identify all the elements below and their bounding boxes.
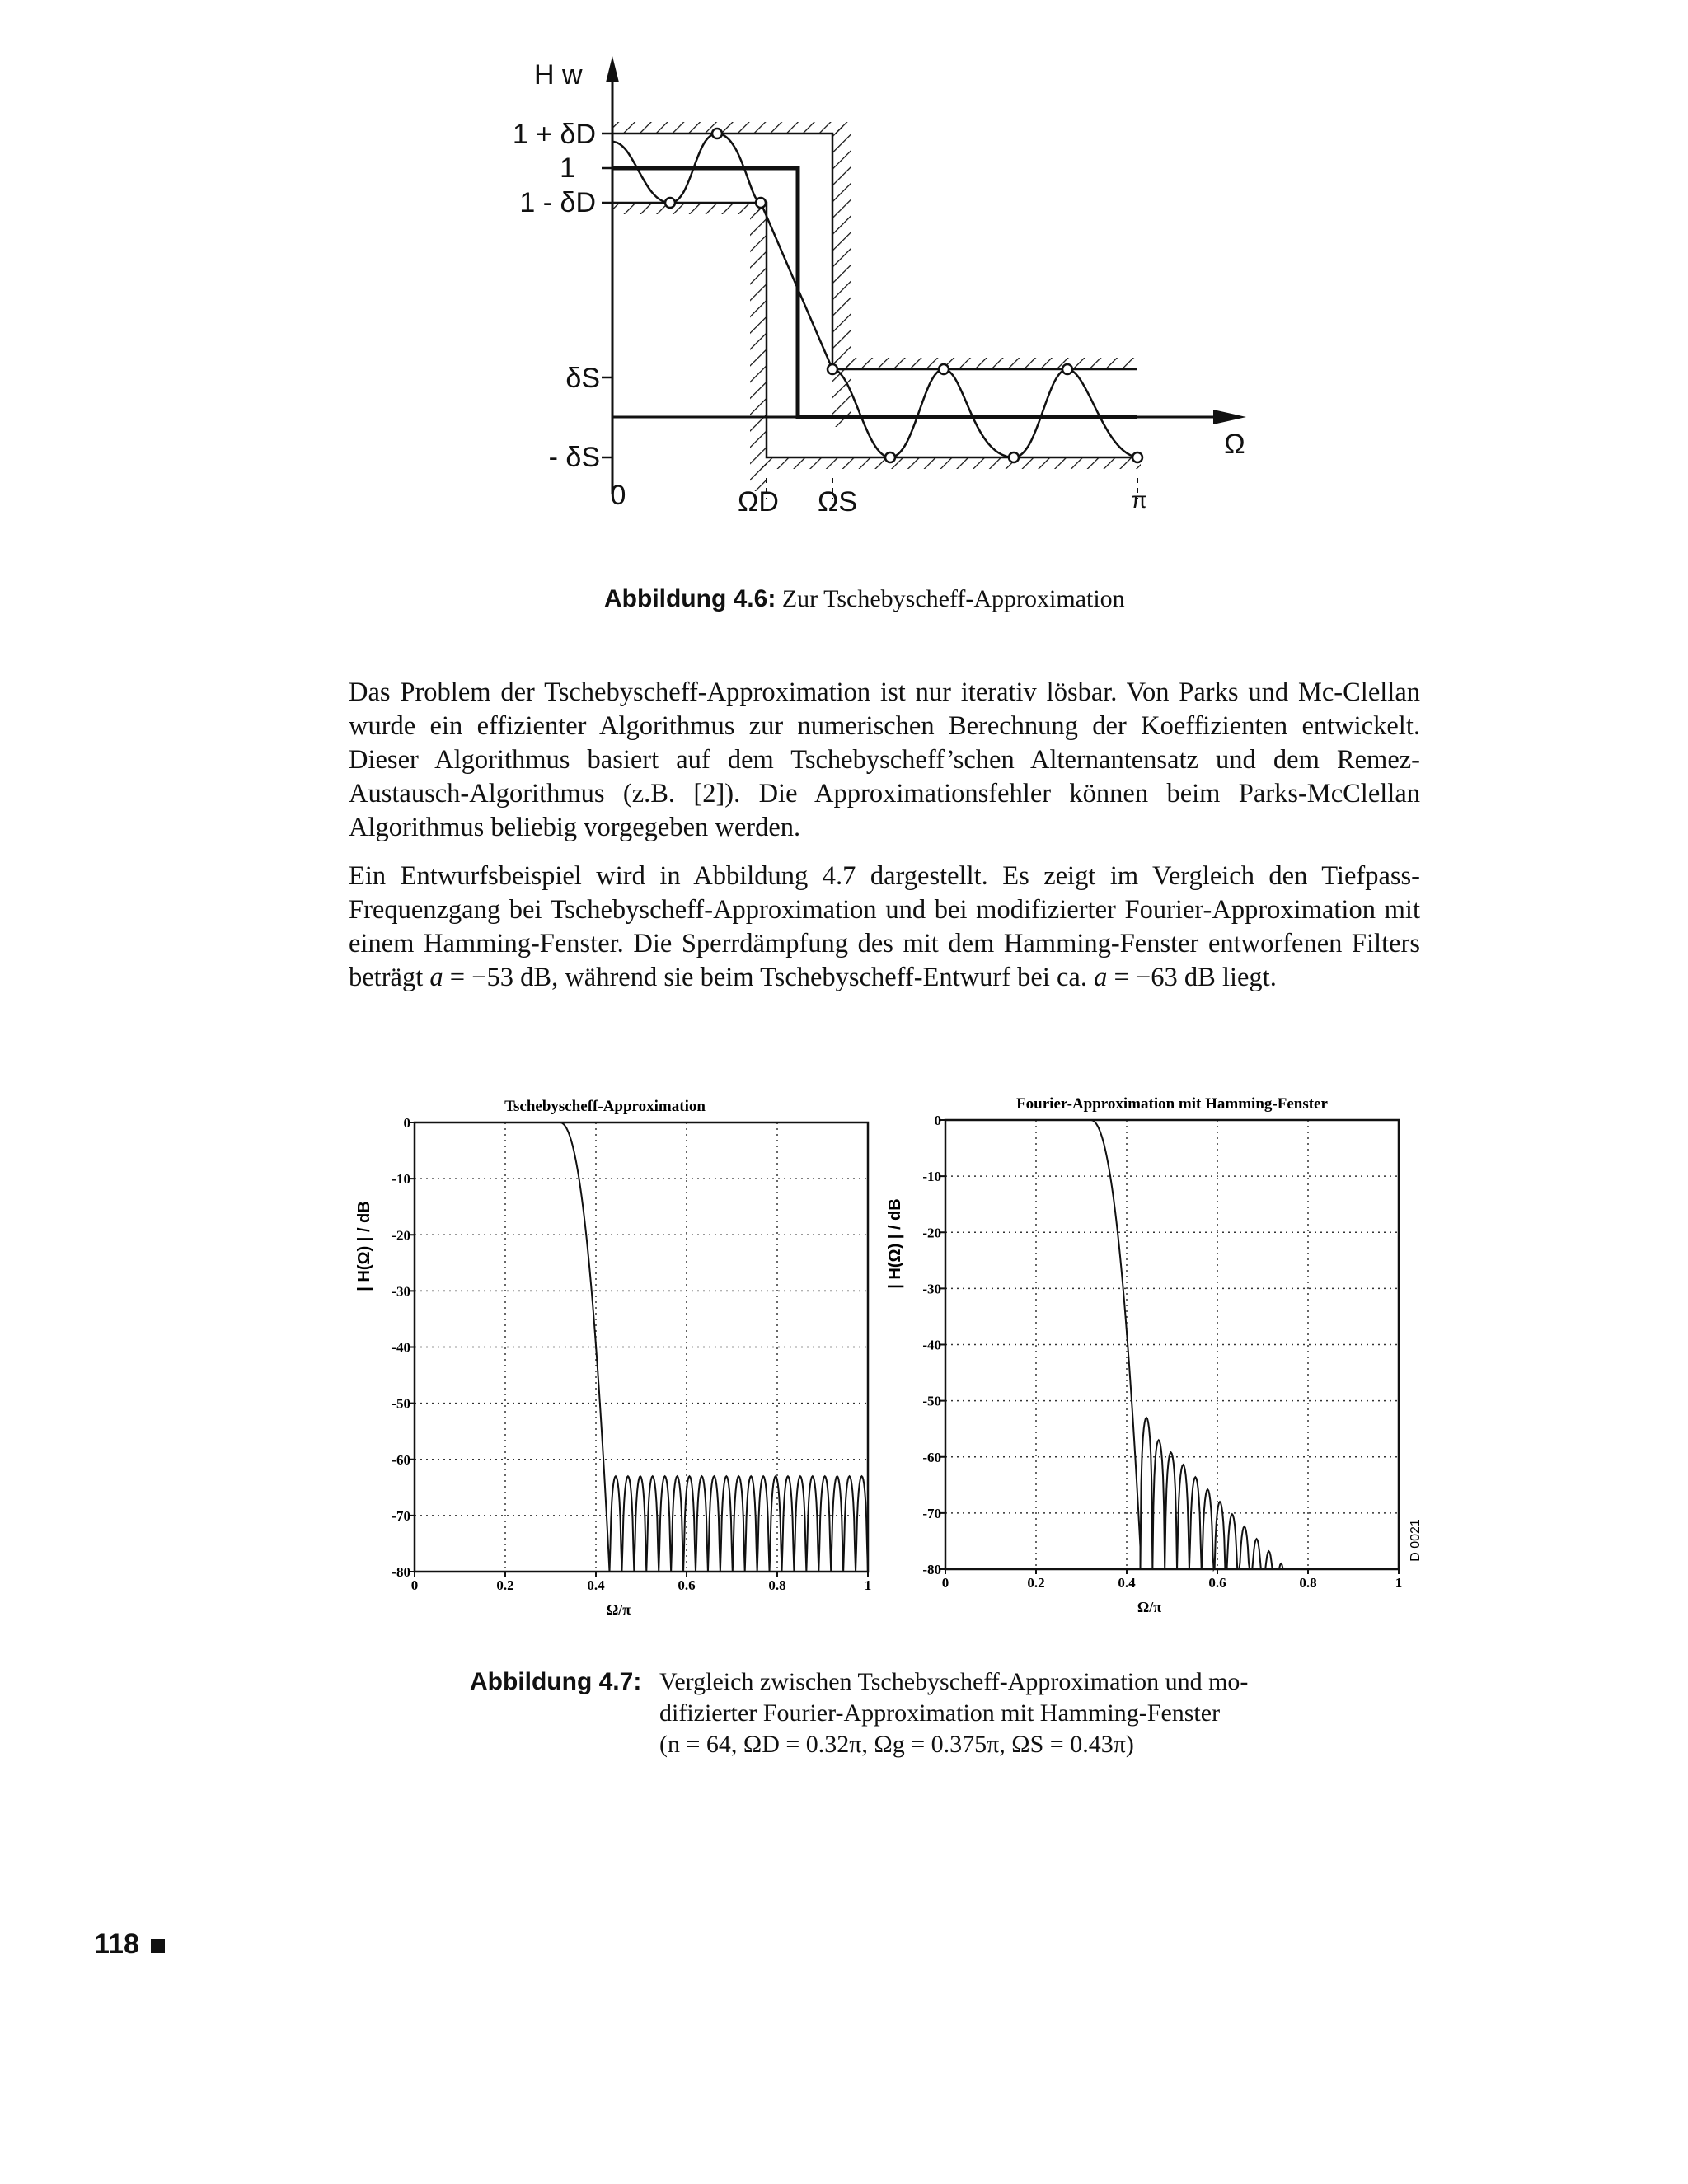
x-tick-label: ΩS — [817, 486, 858, 518]
x-tick-label: 0 — [610, 480, 626, 511]
y-tick-label: -40 — [392, 1339, 410, 1356]
extremal-points — [665, 129, 1142, 462]
passband-upper-hatch — [612, 122, 843, 134]
y-axis-arrow — [606, 56, 619, 82]
figure-4-7-caption — [470, 1666, 1376, 1760]
y-tick-label: -60 — [392, 1451, 410, 1468]
y-tick-label: 0 — [934, 1113, 941, 1128]
x-tick-label: 0.6 — [678, 1577, 696, 1593]
x-tick-label: 0.2 — [496, 1577, 514, 1593]
chart-title: Tschebyscheff-Approximation — [504, 1098, 706, 1115]
y-tick-label: 0 — [403, 1115, 410, 1131]
caption-label: Abbildung 4.7: — [470, 1668, 642, 1695]
comparison-charts — [355, 1084, 1423, 1628]
paragraph: Das Problem der Tschebyscheff-Approximation ist nur iterativ lösbar. Von Parks und Mc-Clellan wurde ein effizienter Algorithmus zur numerischen Berechnung der Koeffizienten entwickelt. Dieser Algorithmus basiert auf dem Tschebyscheff’schen Alternantensatz und dem Remez-Austausch-Algorithmus (z.B. [2]). Die Approximationsfehler können beim Parks-McClellan Algorithmus beliebig vorgegeben werden. — [349, 677, 1420, 842]
page-marker — [151, 1939, 165, 1953]
response-curve — [945, 1120, 1348, 1569]
y-tick-label: - δS — [548, 442, 600, 473]
y-tick-label: -20 — [922, 1225, 941, 1241]
y-tick-label: 1 — [560, 152, 575, 184]
y-axis-label: | H(Ω) | / dB — [886, 1198, 904, 1289]
y-tick-label: 1 + δD — [512, 119, 596, 150]
y-tick-label: -80 — [392, 1564, 410, 1580]
y-axis-title: H w — [534, 59, 583, 91]
y-tick-label: -70 — [922, 1505, 941, 1521]
chart-tschebyscheff — [355, 1098, 871, 1618]
transition-upper-hatch — [832, 122, 851, 427]
extremal-point — [756, 198, 766, 208]
caption-line: Vergleich zwischen Tschebyscheff-Approximation und mo- — [659, 1668, 1249, 1695]
extremal-point — [1009, 452, 1019, 462]
x-tick-label: 0.2 — [1027, 1575, 1045, 1591]
x-tick-label: 0 — [941, 1575, 950, 1591]
caption-line: (n = 64, ΩD = 0.32π, Ωg = 0.375π, ΩS = 0.43π) — [659, 1731, 1134, 1758]
x-tick-label: 0.4 — [587, 1577, 605, 1593]
figure-4-6-caption — [604, 585, 1125, 613]
page-number: 118 — [94, 1929, 165, 1961]
stopband-lower-hatch — [757, 457, 1141, 469]
caption-label: Abbildung 4.6: — [604, 585, 776, 612]
x-axis-label: Ω/π — [606, 1601, 631, 1618]
tschebyscheff-tolerance-diagram — [495, 49, 1286, 544]
y-tick-label: -60 — [922, 1449, 941, 1465]
x-axis-label: Ω/π — [1137, 1599, 1162, 1615]
x-tick-label: 1 — [864, 1577, 872, 1593]
extremal-point — [712, 129, 722, 138]
chart-hamming — [886, 1095, 1423, 1615]
passband-lower-hatch — [612, 203, 761, 214]
extremal-point — [1132, 452, 1142, 462]
transition-lower-hatch — [750, 203, 767, 491]
stopband-upper-hatch — [832, 358, 1137, 369]
extremal-point — [885, 452, 895, 462]
y-tick-label: -70 — [392, 1507, 410, 1524]
lower-tolerance-line — [612, 203, 1141, 457]
extremal-point — [828, 364, 837, 374]
y-axis-label: | H(Ω) | / dB — [355, 1201, 373, 1291]
y-tick-label: -10 — [392, 1171, 410, 1188]
paragraph: Ein Entwurfsbeispiel wird in Abbildung 4.7 dargestellt. Es zeigt im Vergleich den Tiefpass-Frequenzgang bei Tschebyscheff-Approximation und bei modifizierter Fourier-Approximation mit einem Hamming-Fenster. Die Sperrdämpfung des mit dem Hamming-Fenster entworfenen Filters beträgt a = −53 dB, während sie beim Tschebyscheff-Entwurf bei ca. a = −63 dB liegt. — [349, 861, 1420, 992]
y-tick-label: -20 — [392, 1227, 410, 1244]
y-tick-label: -50 — [922, 1393, 941, 1409]
y-tick-label: -80 — [922, 1562, 941, 1577]
side-annotation: D 0021 — [1409, 1519, 1423, 1562]
approximation-curve — [612, 134, 1140, 457]
x-tick-label: 0.4 — [1118, 1575, 1136, 1591]
x-tick-label: 0.8 — [1299, 1575, 1317, 1591]
extremal-point — [939, 364, 949, 374]
x-tick-label: ΩD — [738, 486, 779, 518]
body-text — [349, 676, 1420, 1010]
caption-line: difizierter Fourier-Approximation mit Hamming-Fenster — [659, 1699, 1221, 1727]
y-tick-label: -40 — [922, 1337, 941, 1353]
y-tick-label: -10 — [922, 1169, 941, 1185]
y-tick-label: 1 - δD — [519, 187, 596, 218]
x-tick-label: 0.6 — [1208, 1575, 1226, 1591]
y-tick-label: -30 — [392, 1283, 410, 1300]
x-axis-arrow — [1213, 410, 1246, 424]
x-tick-label: 1 — [1395, 1575, 1403, 1591]
caption-text: Zur Tschebyscheff-Approximation — [781, 585, 1125, 612]
x-tick-label: 0 — [410, 1577, 419, 1593]
y-tick-label: -50 — [392, 1395, 410, 1412]
y-tick-label: -30 — [922, 1281, 941, 1297]
extremal-point — [1062, 364, 1072, 374]
y-tick-label: δS — [565, 363, 600, 394]
x-tick-label: 0.8 — [768, 1577, 786, 1593]
x-tick-label: π — [1131, 487, 1147, 513]
extremal-point — [665, 198, 675, 208]
chart-title: Fourier-Approximation mit Hamming-Fenster — [1016, 1095, 1328, 1113]
x-axis-label: Ω — [1224, 429, 1245, 460]
